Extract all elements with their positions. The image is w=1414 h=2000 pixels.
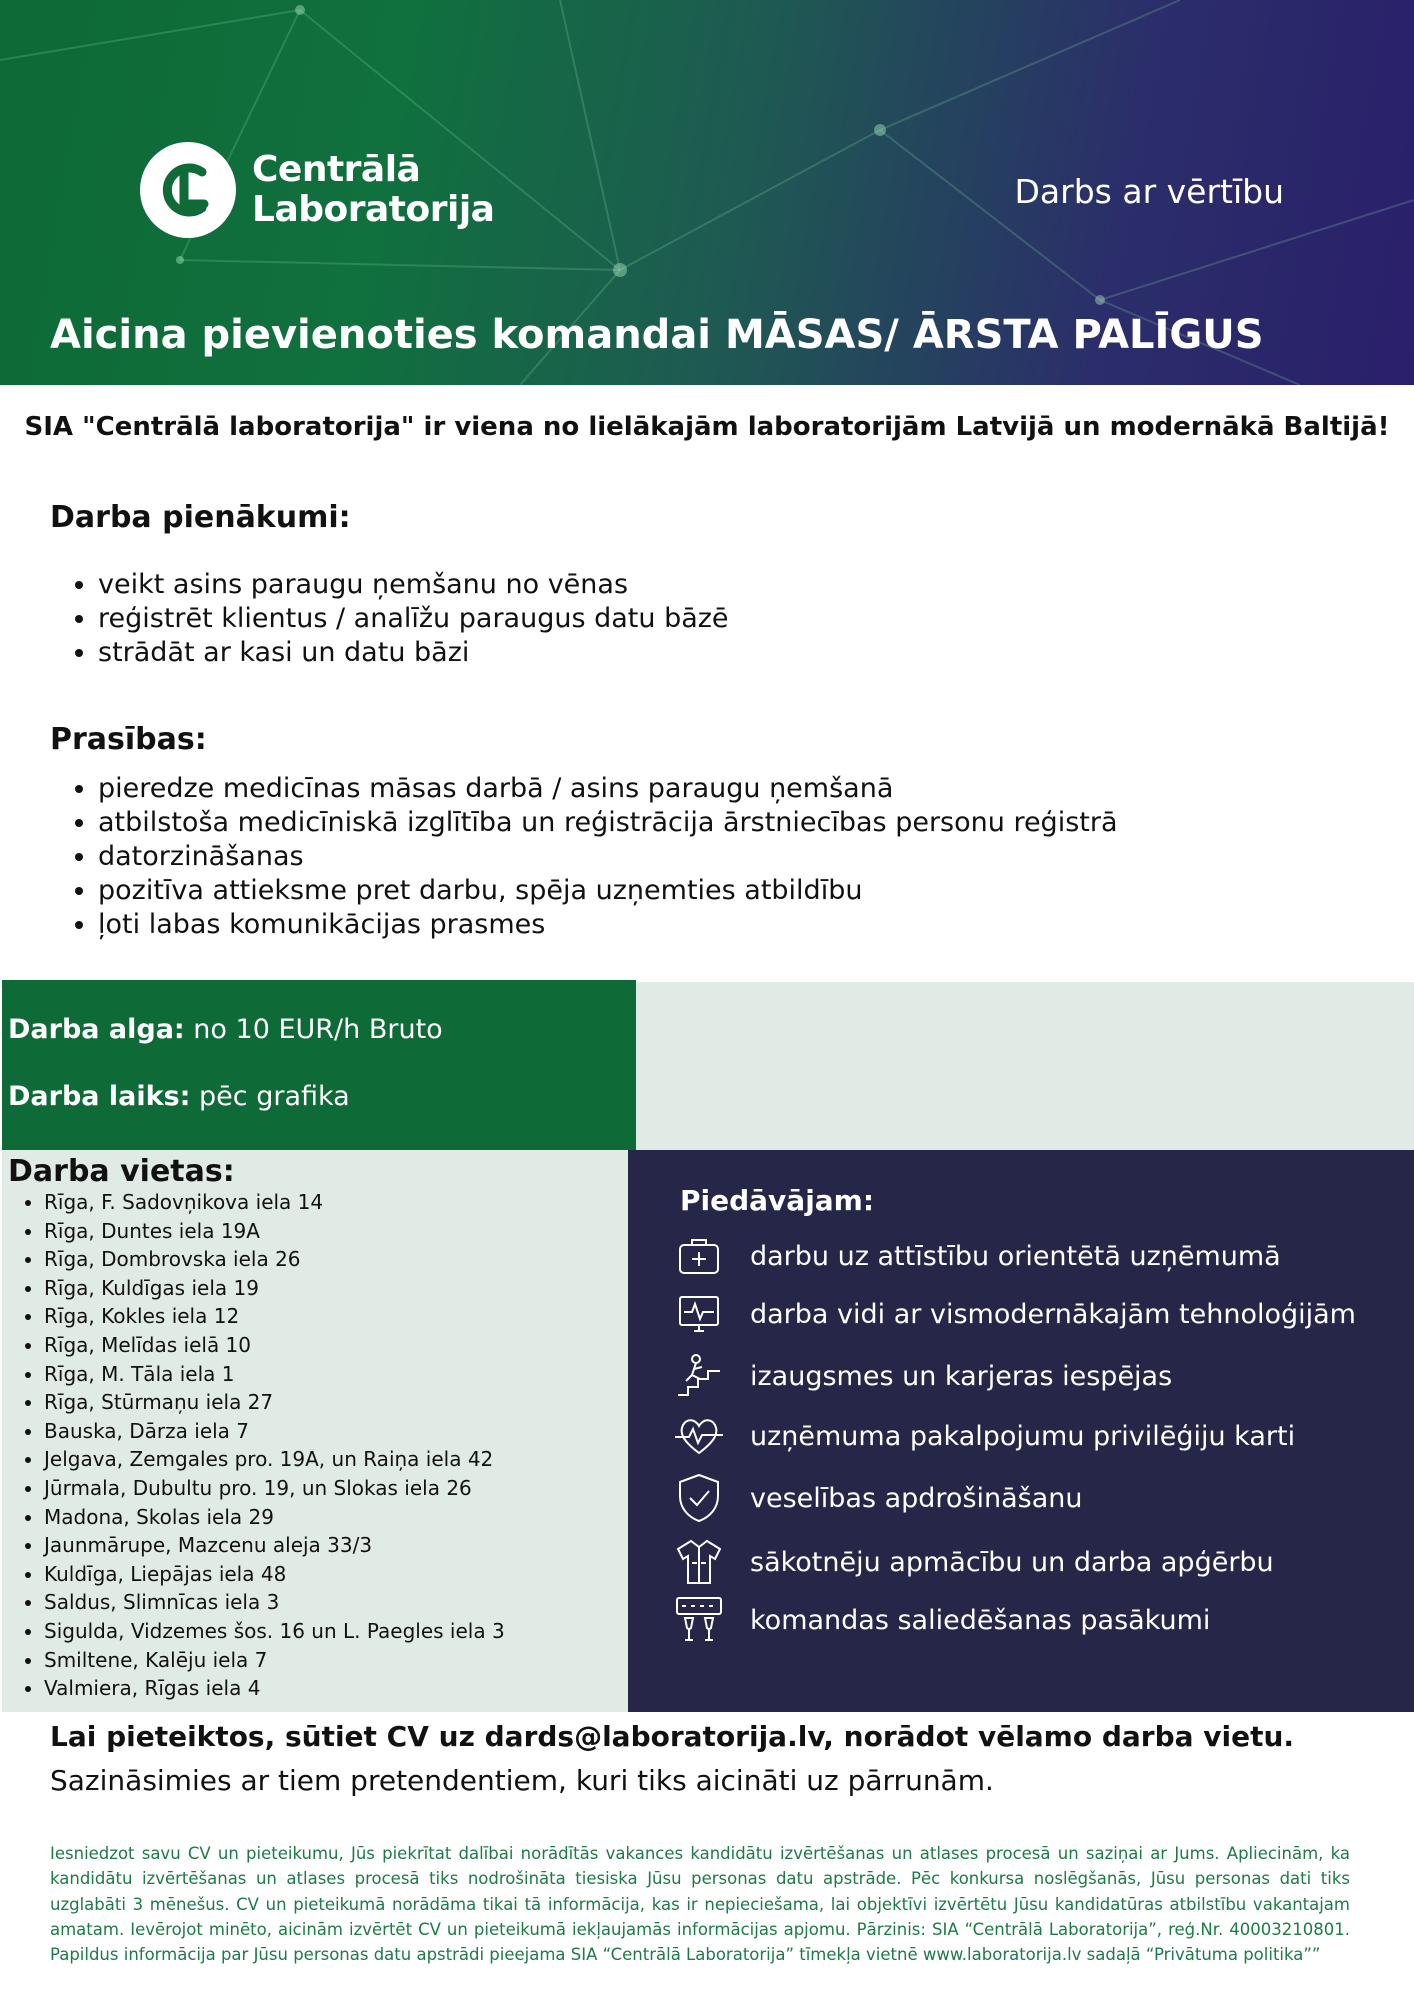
career-stairs-icon <box>672 1349 726 1403</box>
shield-check-icon <box>672 1471 726 1525</box>
location-item: • Smiltene, Kalēju iela 7 <box>44 1646 505 1675</box>
list-item: • pieredze medicīnas māsas darbā / asins paraugu ņemšanā <box>98 772 1118 806</box>
salary-side-panel <box>636 982 1414 1150</box>
list-item: • ļoti labas komunikācijas prasmes <box>98 908 1118 942</box>
location-item: • Madona, Skolas iela 29 <box>44 1503 505 1532</box>
header-banner <box>0 0 1414 385</box>
contact-note: Sazināsimies ar tiem pretendentiem, kuri tiks aicināti uz pārrunām. <box>50 1764 994 1797</box>
offer-item <box>672 1534 1274 1590</box>
list-item: • pozitīva attieksme pret darbu, spēja uzņemties atbildību <box>98 874 1118 908</box>
offer-item <box>672 1592 1210 1648</box>
logo-text-line2: Laboratorija <box>252 189 495 230</box>
offer-item <box>672 1228 1281 1284</box>
locations-title: Darba vietas: <box>8 1154 235 1189</box>
monitor-heartbeat-icon <box>672 1287 726 1341</box>
company-logo <box>140 142 494 238</box>
list-item: • reģistrēt klientus / analīžu paraugus datu bāzē <box>98 602 729 636</box>
offer-item-label: darba vidi ar vismodernākajām tehnoloģijām <box>750 1298 1356 1330</box>
page-title: Aicina pievienoties komandai MĀSAS/ ĀRSTA PALĪGUS <box>50 312 1264 358</box>
duties-title: Darba pienākumi: <box>50 500 351 535</box>
offer-item-label: sākotnēju apmācību un darba apģērbu <box>750 1546 1274 1578</box>
list-item: • veikt asins paraugu ņemšanu no vēnas <box>98 568 729 602</box>
heart-pulse-icon <box>672 1409 726 1463</box>
offer-item-label: veselības apdrošināšanu <box>750 1482 1083 1514</box>
intro-statement: SIA "Centrālā laboratorija" ir viena no lielākajām laboratorijām Latvijā un modernākā Baltijā! <box>24 412 1390 442</box>
offer-item-label: uzņēmuma pakalpojumu privilēģiju karti <box>750 1420 1296 1452</box>
location-item: • Rīga, Melīdas ielā 10 <box>44 1331 505 1360</box>
location-item: • Kuldīga, Liepājas iela 48 <box>44 1560 505 1589</box>
offer-item <box>672 1408 1295 1464</box>
logo-mark-icon <box>140 142 236 238</box>
list-item: • strādāt ar kasi un datu bāzi <box>98 636 729 670</box>
uniform-shirt-icon <box>672 1535 726 1589</box>
location-item: • Rīga, M. Tāla iela 1 <box>44 1360 505 1389</box>
hours-value: pēc grafika <box>190 1081 350 1112</box>
logo-text-line1: Centrālā <box>252 149 421 190</box>
location-item: • Rīga, Kuldīgas iela 19 <box>44 1274 505 1303</box>
apply-instructions: Lai pieteiktos, sūtiet CV uz dards@laboratorija.lv, norādot vēlamo darba vietu. <box>50 1720 1295 1753</box>
list-item: • atbilstoša medicīniskā izglītība un reģistrācija ārstniecības personu reģistrā <box>98 806 1118 840</box>
privacy-notice: Iesniedzot savu CV un pieteikumu, Jūs piekrītat dalībai norādītās vakances kandidātu izvērtēšanas un atlases procesā un saziņai ar Jums. Apliecinām, ka kandidātu izvērtēšanas un atlases procesā tiks nodrošināta tiesiska Jūsu personas datu apstrāde. Pēc konkursa noslēgšanās, Jūsu personas dati tiks uzglabāti 3 mēnešus. CV un pieteikumā norādāma tikai tā informācija, kas ir nepieciešama, lai objektīvi izvērtētu Jūsu kandidatūras atbilstību vakantajam amatam. Ievērojot minēto, aicinām izvērtēt CV un pieteikumā iekļaujamās informācijas apjomu. Pārzinis: SIA “Centrālā Laboratorija”, reģ.Nr. 40003210801. Papildus informācija par Jūsu personas datu apstrādi pieejama SIA “Centrālā Laboratorija” tīmekļa vietnē www.laboratorija.lv sadaļā “Privātuma politika”” <box>50 1844 1350 1965</box>
locations-list <box>6 1188 505 1703</box>
celebration-glasses-icon <box>672 1593 726 1647</box>
offer-panel <box>628 1150 1414 1712</box>
salary-box <box>2 980 636 1150</box>
offer-item-label: komandas saliedēšanas pasākumi <box>750 1604 1211 1636</box>
tagline: Darbs ar vērtību <box>1014 172 1284 211</box>
offer-title: Piedāvājam: <box>680 1184 875 1217</box>
location-item: • Bauska, Dārza iela 7 <box>44 1417 505 1446</box>
location-item: • Jaunmārupe, Mazcenu aleja 33/3 <box>44 1531 505 1560</box>
location-item: • Rīga, Duntes iela 19A <box>44 1217 505 1246</box>
hours-label: Darba laiks: <box>8 1081 191 1112</box>
location-item: • Rīga, F. Sadovņikova iela 14 <box>44 1188 505 1217</box>
location-item: • Jelgava, Zemgales pro. 19A, un Raiņa iela 42 <box>44 1445 505 1474</box>
offer-item-label: darbu uz attīstību orientētā uzņēmumā <box>750 1240 1281 1272</box>
location-item: • Sigulda, Vidzemes šos. 16 un L. Paegles iela 3 <box>44 1617 505 1646</box>
salary-value: no 10 EUR/h Bruto <box>184 1014 443 1045</box>
salary-row <box>8 1014 443 1045</box>
hours-row <box>8 1081 350 1112</box>
offer-item <box>672 1470 1083 1526</box>
list-item: • datorzināšanas <box>98 840 1118 874</box>
location-item: • Rīga, Dombrovska iela 26 <box>44 1245 505 1274</box>
location-item: • Valmiera, Rīgas iela 4 <box>44 1674 505 1703</box>
requirements-title: Prasības: <box>50 722 207 757</box>
location-item: • Saldus, Slimnīcas iela 3 <box>44 1588 505 1617</box>
location-item: • Jūrmala, Dubultu pro. 19, un Slokas iela 26 <box>44 1474 505 1503</box>
offer-item <box>672 1286 1356 1342</box>
requirements-list <box>50 772 1118 942</box>
offer-item-label: izaugsmes un karjeras iespējas <box>750 1360 1173 1392</box>
medical-kit-icon <box>672 1229 726 1283</box>
offer-item <box>672 1348 1172 1404</box>
salary-label: Darba alga: <box>8 1014 185 1045</box>
duties-list <box>50 568 729 670</box>
location-item: • Rīga, Stūrmaņu iela 27 <box>44 1388 505 1417</box>
locations-panel <box>2 1150 628 1712</box>
location-item: • Rīga, Kokles iela 12 <box>44 1302 505 1331</box>
